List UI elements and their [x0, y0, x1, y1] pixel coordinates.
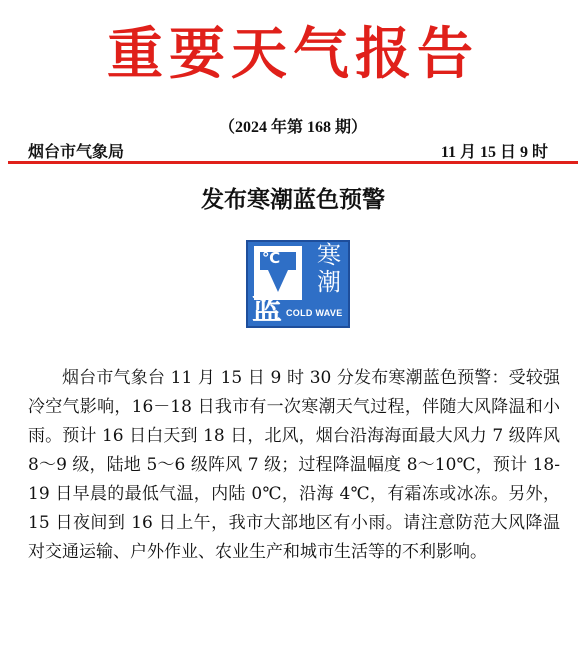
- cold-wave-blue-warning-badge: [246, 240, 350, 328]
- report-title: 重要天气报告: [107, 21, 479, 87]
- warning-english-text: COLD WAVE: [286, 308, 343, 318]
- warning-level-text: 蓝: [252, 292, 282, 327]
- warning-headline: 发布寒潮蓝色预警: [201, 187, 385, 213]
- warning-type-text: 寒潮: [317, 241, 341, 296]
- degree-celsius-symbol: ℃: [262, 249, 281, 267]
- issue-number: （2024 年第 168 期）: [218, 119, 367, 136]
- issue-datetime: 11 月 15 日 9 时: [440, 144, 548, 161]
- report-meta: [28, 139, 548, 162]
- warning-body: 烟台市气象台 11 月 15 日 9 时 30 分发布寒潮蓝色预警：受较强冷空气影响，16－18 日我市有一次寒潮天气过程，伴随大风降温和小雨。预计 16 日白天到 18 日，北风，烟台沿海海面最大风力 7 级阵风 8～9 级，陆地 5～6 级阵风 7 级；过程降温幅度 8～10℃，预计 18-19 日早晨的最低气温，内陆 0℃，沿海 4℃，有霜冻或冰冻。另外，15 日夜间到 16 日上午，我市大部地区有小雨。请注意防范大风降温对交通运输、户外作业、农业生产和城市生活等的不利影响。: [28, 368, 560, 562]
- red-divider: [8, 161, 578, 164]
- agency-name: 烟台市气象局: [28, 144, 125, 161]
